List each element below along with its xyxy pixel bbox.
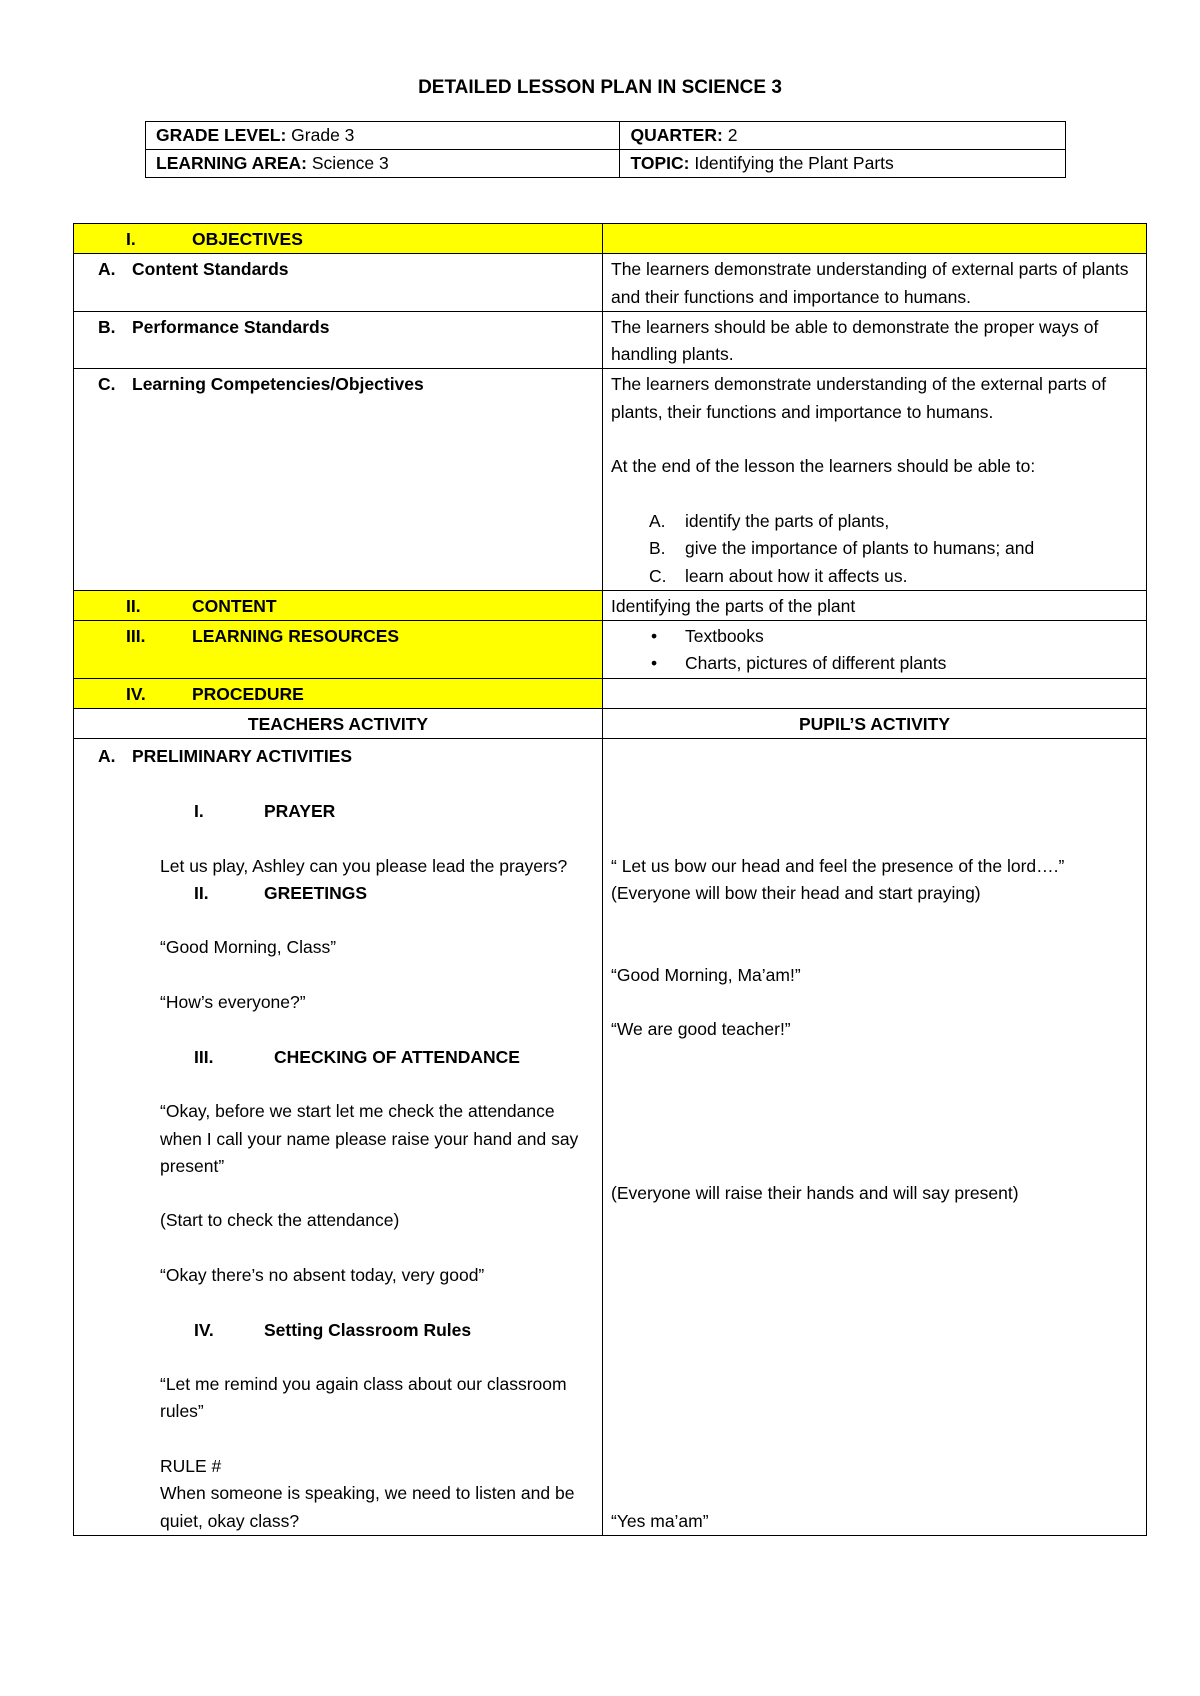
grade-level-value: Grade 3 <box>286 125 355 145</box>
performance-standards-mark: B. <box>98 316 116 337</box>
attendance-label: CHECKING OF ATTENDANCE <box>274 1046 520 1067</box>
competencies-label: Learning Competencies/Objectives <box>132 374 424 395</box>
content-standards-label: Content Standards <box>132 259 289 280</box>
lesson-plan-table <box>73 223 1147 1536</box>
content-text: Identifying the parts of the plant <box>603 590 1147 620</box>
content-heading <box>74 590 603 620</box>
topic-label: TOPIC: <box>630 153 690 173</box>
prayer-teacher-text: Let us play, Ashley can you please lead the prayers? <box>160 855 568 876</box>
greetings-teacher-2: “How’s everyone?” <box>160 992 306 1013</box>
learning-area-value: Science 3 <box>307 153 389 173</box>
greetings-num: II. <box>194 882 209 903</box>
content-label: CONTENT <box>192 595 277 616</box>
list-item: A. identify the parts of plants, <box>649 510 890 531</box>
procedure-num: IV. <box>126 683 146 704</box>
competencies-cell <box>603 369 1147 590</box>
learning-area-label: LEARNING AREA: <box>156 153 308 173</box>
lesson-info-table <box>145 121 1066 178</box>
attendance-pupil-1: (Everyone will raise their hands and will say present) <box>611 1183 1019 1204</box>
greetings-teacher-1: “Good Morning, Class” <box>160 937 337 958</box>
competencies-mark: C. <box>98 374 116 395</box>
preliminary-label: PRELIMINARY ACTIVITIES <box>132 746 353 767</box>
content-num: II. <box>126 595 141 616</box>
list-item: C. learn about how it affects us. <box>649 565 908 586</box>
content-standards-mark: A. <box>98 259 116 280</box>
learning-area-cell <box>146 150 620 178</box>
rules-teacher-2: When someone is speaking, we need to listen and be quiet, okay class? <box>160 1483 575 1531</box>
preliminary-mark: A. <box>98 746 116 767</box>
page-title: DETAILED LESSON PLAN IN SCIENCE 3 <box>418 77 782 98</box>
competencies-label-cell <box>74 369 603 590</box>
performance-standards-text: The learners should be able to demonstrate the proper ways of handling plants. <box>603 311 1147 369</box>
resources-cell <box>603 621 1147 679</box>
objectives-heading <box>74 224 603 254</box>
performance-standards-label-cell <box>74 311 603 369</box>
topic-cell <box>620 150 1066 178</box>
objectives-num: I. <box>126 229 136 249</box>
quarter-value: 2 <box>722 125 738 145</box>
prayer-num: I. <box>194 800 204 821</box>
attendance-teacher-1: “Okay, before we start let me check the attendance when I call your name please raise your hand and say present” <box>160 1101 579 1176</box>
greetings-pupil-2: “We are good teacher!” <box>611 1019 791 1040</box>
bullet-icon: • <box>651 653 658 674</box>
bullet-icon: • <box>651 626 658 647</box>
competencies-text: The learners demonstrate understanding of the external parts of plants, their functions and importance to humans. <box>611 374 1107 422</box>
objectives-label: OBJECTIVES <box>192 229 303 249</box>
resources-heading <box>74 621 603 679</box>
greetings-pupil-1: “Good Morning, Ma’am!” <box>611 964 801 985</box>
procedure-label: PROCEDURE <box>192 683 304 704</box>
resources-list <box>611 623 1138 678</box>
list-item: • Charts, pictures of different plants <box>611 650 1138 677</box>
performance-standards-label: Performance Standards <box>132 316 330 337</box>
content-standards-label-cell <box>74 254 603 312</box>
attendance-num: III. <box>194 1046 214 1067</box>
prayer-label: PRAYER <box>264 800 336 821</box>
grade-level-label: GRADE LEVEL: <box>156 125 287 145</box>
list-item: • Textbooks <box>611 623 1138 650</box>
resources-num: III. <box>126 626 146 647</box>
attendance-teacher-2: (Start to check the attendance) <box>160 1210 400 1231</box>
content-standards-text: The learners demonstrate understanding of external parts of plants and their functions and importance to humans. <box>603 254 1147 312</box>
objectives-list <box>611 508 1138 590</box>
pupil-activity-cell <box>603 739 1147 1536</box>
quarter-cell <box>620 122 1066 150</box>
procedure-heading-blank <box>603 678 1147 708</box>
pupil-activity-header: PUPIL’S ACTIVITY <box>603 709 1147 739</box>
rules-teacher-1: “Let me remind you again class about our classroom rules” <box>160 1374 567 1422</box>
list-item: B. give the importance of plants to humans; and <box>649 538 1035 559</box>
attendance-teacher-3: “Okay there’s no absent today, very good” <box>160 1264 485 1285</box>
quarter-label: QUARTER: <box>630 125 723 145</box>
teacher-activity-cell <box>74 739 603 1536</box>
rules-rule-label: RULE # <box>160 1456 222 1477</box>
procedure-heading <box>74 678 603 708</box>
competencies-intro: At the end of the lesson the learners should be able to: <box>611 456 1036 477</box>
grade-level-cell <box>146 122 620 150</box>
topic-value: Identifying the Plant Parts <box>689 153 894 173</box>
rules-pupil-1: “Yes ma’am” <box>611 1510 709 1531</box>
greetings-label: GREETINGS <box>264 882 368 903</box>
objectives-heading-blank <box>603 224 1147 254</box>
rules-label: Setting Classroom Rules <box>264 1319 472 1340</box>
rules-num: IV. <box>194 1319 214 1340</box>
teacher-activity-header: TEACHERS ACTIVITY <box>74 709 603 739</box>
resources-label: LEARNING RESOURCES <box>192 626 400 647</box>
prayer-pupil-2: (Everyone will bow their head and start praying) <box>611 882 981 903</box>
prayer-pupil-1: “ Let us bow our head and feel the presence of the lord….” <box>611 855 1065 876</box>
